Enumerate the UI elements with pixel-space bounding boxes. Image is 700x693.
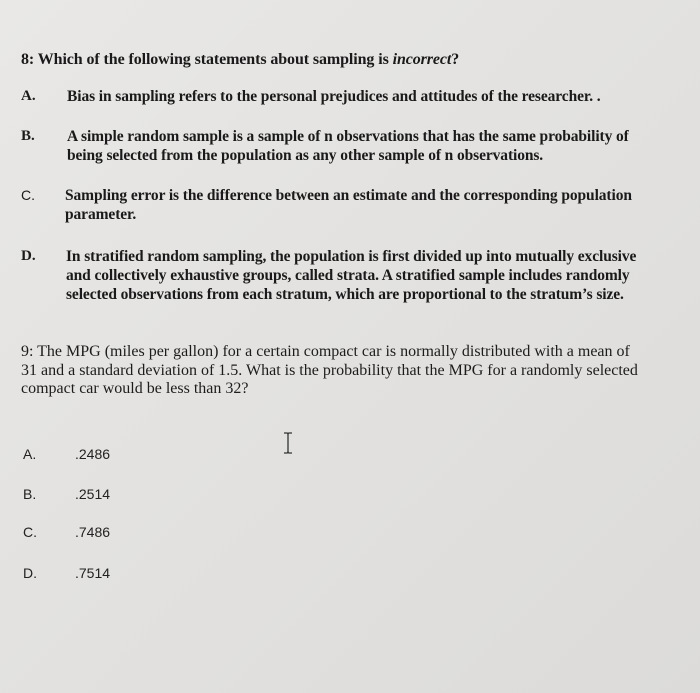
q9-option-b-value[interactable]: .2514 xyxy=(75,486,111,502)
q8-option-d-text[interactable] xyxy=(66,247,694,304)
q8-option-b-letter[interactable]: B. xyxy=(21,128,35,144)
question-8-text: Which of the following statements about sampling is xyxy=(37,51,393,68)
question-8-title xyxy=(21,51,681,69)
question-9-text xyxy=(21,343,691,399)
text-cursor-icon xyxy=(282,432,294,454)
q8-option-d-letter[interactable]: D. xyxy=(21,248,36,264)
q8-option-b-text[interactable] xyxy=(67,127,692,165)
q8-option-d-line: selected observations from each stratum, which are proportional to the stratum’s size. xyxy=(66,286,624,303)
question-8-mark: ? xyxy=(451,51,460,68)
q9-option-a-letter[interactable]: A. xyxy=(23,446,37,462)
q8-option-d-line: In stratified random sampling, the population is first divided up into mutually exclusive xyxy=(66,248,637,265)
question-9-line: 9: The MPG (miles per gallon) for a certain compact car is normally distributed with a mean of xyxy=(21,343,630,360)
question-8-number: 8: xyxy=(21,51,35,68)
question-9-line: 31 and a standard deviation of 1.5. What is the probability that the MPG for a randomly selected xyxy=(21,361,638,379)
q8-option-c-line: parameter. xyxy=(65,206,137,223)
q8-option-c-letter[interactable]: C. xyxy=(21,187,35,203)
q8-option-b-line: A simple random sample is a sample of n observations that has the same probability of xyxy=(67,128,629,145)
q8-option-a-letter[interactable]: A. xyxy=(21,88,36,104)
q9-option-b-letter[interactable]: B. xyxy=(23,486,37,502)
q8-option-a-line: Bias in sampling refers to the personal prejudices and attitudes of the researcher. . xyxy=(67,88,601,105)
q8-option-b-line: being selected from the population as any other sample of n observations. xyxy=(67,147,544,164)
q8-option-d-line: and collectively exhaustive groups, called strata. A stratified sample includes randomly xyxy=(66,267,630,284)
q8-option-c-text[interactable] xyxy=(65,186,690,224)
q9-option-c-value[interactable]: .7486 xyxy=(75,524,111,540)
q8-option-c-line: Sampling error is the difference between an estimate and the corresponding population xyxy=(65,187,632,204)
question-8-emphasis: incorrect xyxy=(392,51,452,68)
q9-option-d-letter[interactable]: D. xyxy=(23,565,37,581)
q9-option-a-value[interactable]: .2486 xyxy=(75,446,111,462)
q9-option-d-value[interactable]: .7514 xyxy=(75,565,111,581)
q8-option-a-text[interactable] xyxy=(67,87,687,106)
question-9-line: compact car would be less than 32? xyxy=(21,380,249,397)
q9-option-c-letter[interactable]: C. xyxy=(23,524,37,540)
